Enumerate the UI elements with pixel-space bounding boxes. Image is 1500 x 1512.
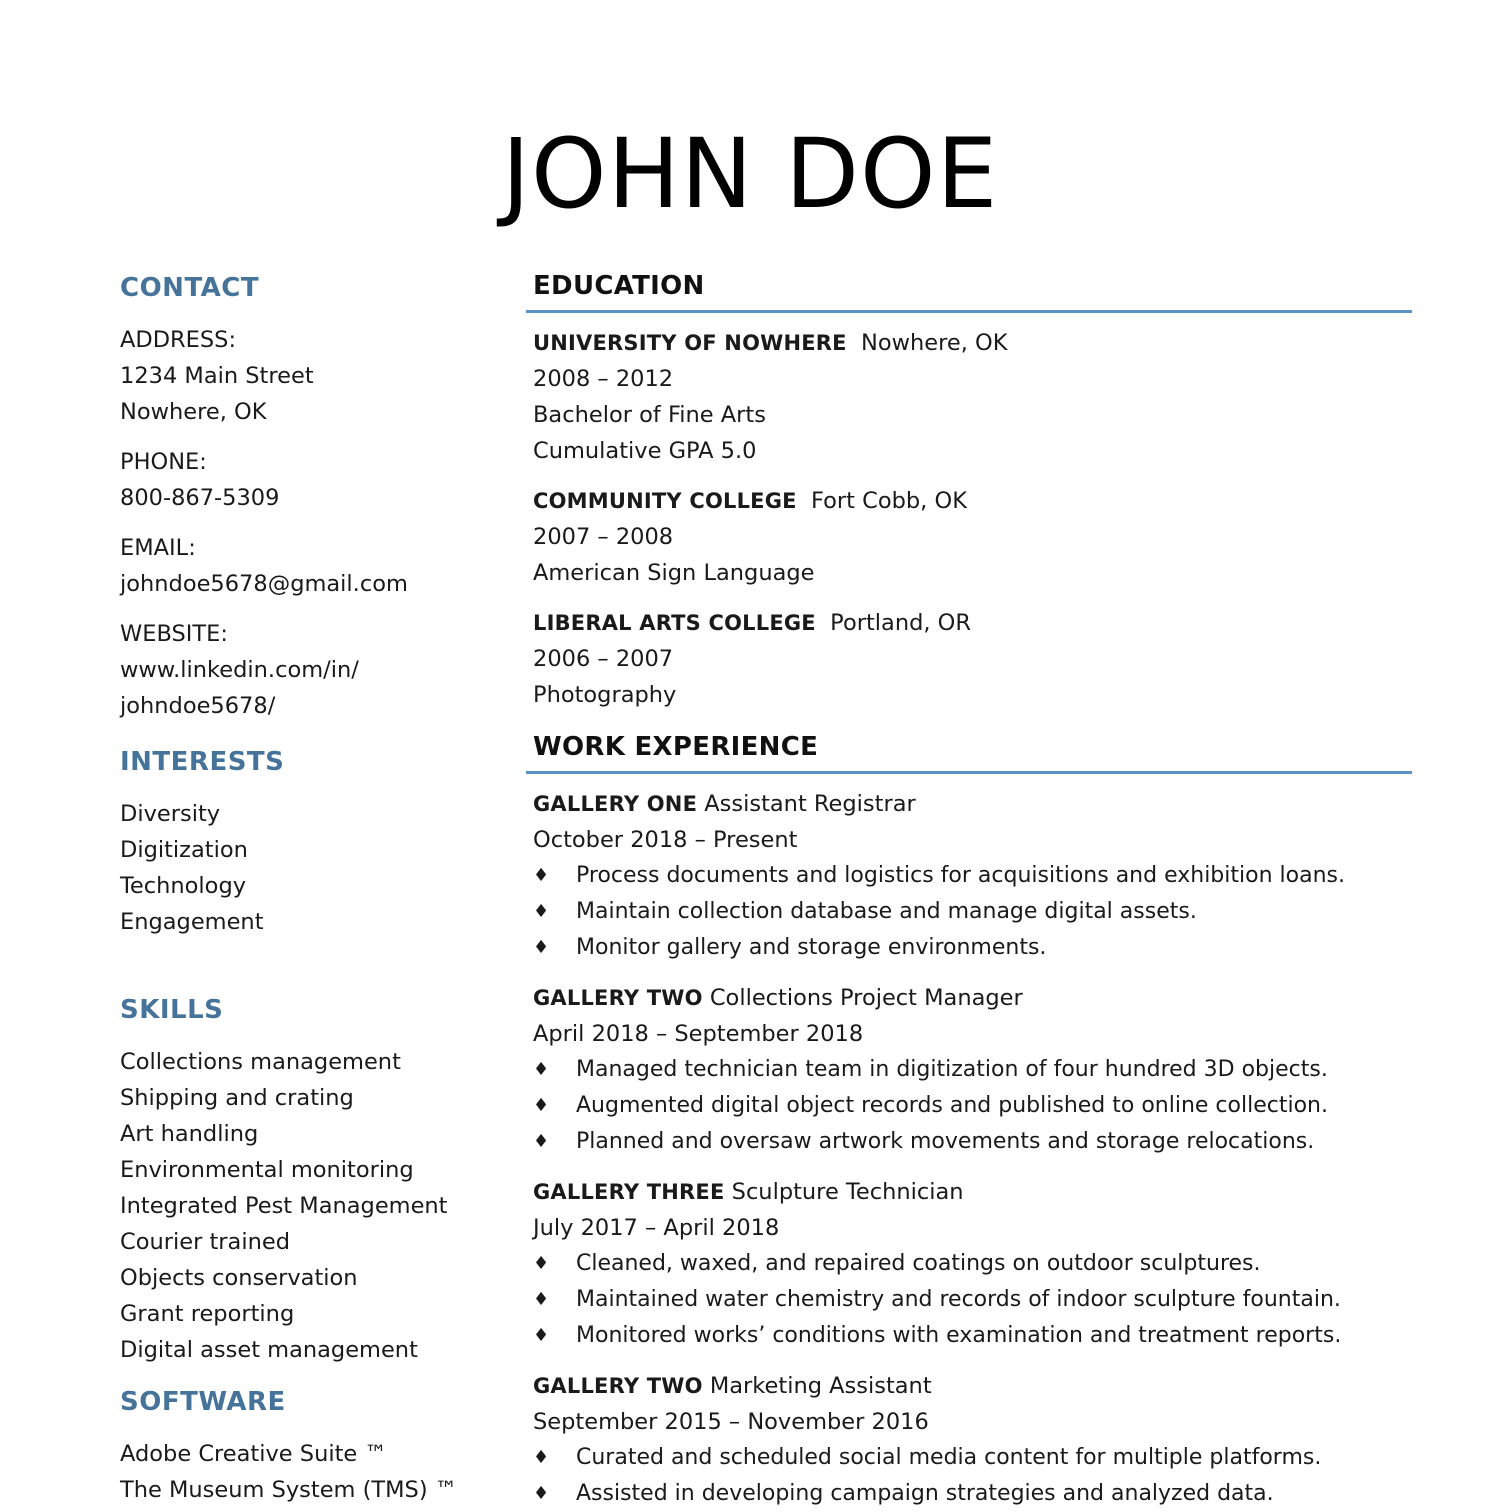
bullet-list [533,858,1412,966]
education-dates: 2007 – 2008 [533,524,674,550]
bullet-item: ♦ Monitor gallery and storage environments. [533,930,1412,966]
diamond-bullet-icon: ♦ [533,1483,550,1504]
diamond-bullet-icon: ♦ [533,937,550,958]
job-title: Collections Project Manager [709,985,1023,1011]
work-entry [526,1368,1412,1512]
bullet-list [533,1440,1412,1512]
diamond-bullet-icon: ♦ [533,865,550,886]
address-line-1: 1234 Main Street [120,363,314,389]
diamond-bullet-icon: ♦ [533,1289,550,1310]
website-block [120,616,500,724]
list-item: Shipping and crating [120,1085,354,1111]
education-detail: Bachelor of Fine Arts [533,402,766,428]
bullet-item: ♦ Cleaned, waxed, and repaired coatings on outdoor sculptures. [533,1246,1412,1282]
list-item: Art handling [120,1121,259,1147]
phone-number: 800-867-5309 [120,485,280,511]
bullet-list [533,1246,1412,1354]
list-item: Adobe Creative Suite ™ [120,1441,387,1467]
software-heading: SOFTWARE [120,1387,286,1417]
list-item: Collections management [120,1049,401,1075]
skills-heading: SKILLS [120,995,224,1025]
bullet-item: ♦ Maintain collection database and manage digital assets. [533,894,1412,930]
email-block [120,530,500,602]
list-item: Digital asset management [120,1337,418,1363]
list-item: Integrated Pest Management [120,1193,448,1219]
education-detail: Cumulative GPA 5.0 [533,438,757,464]
education-detail: American Sign Language [533,560,815,586]
job-dates: April 2018 – September 2018 [533,1021,864,1047]
email-label: EMAIL: [120,535,196,561]
job-title: Marketing Assistant [709,1373,932,1399]
diamond-bullet-icon: ♦ [533,1095,550,1116]
list-item: The Museum System (TMS) ™ [120,1477,458,1503]
work-entry [526,786,1412,966]
job-dates: October 2018 – Present [533,827,798,853]
main-content [526,266,1412,1512]
list-item: Technology [120,873,247,899]
diamond-bullet-icon: ♦ [533,1059,550,1080]
list-item: Environmental monitoring [120,1157,414,1183]
phone-block [120,444,500,516]
school-name: LIBERAL ARTS COLLEGE [533,611,816,635]
education-heading: EDUCATION [526,266,1412,313]
bullet-item: ♦ Augmented digital object records and published to online collection. [533,1088,1412,1124]
job-dates: July 2017 – April 2018 [533,1215,780,1241]
bullet-list [533,1052,1412,1160]
resume-name: JOHN DOE [501,118,999,230]
job-dates: September 2015 – November 2016 [533,1409,929,1435]
diamond-bullet-icon: ♦ [533,1253,550,1274]
diamond-bullet-icon: ♦ [533,1131,550,1152]
website-label: WEBSITE: [120,621,228,647]
bullet-item: ♦ Maintained water chemistry and records of indoor sculpture fountain. [533,1282,1412,1318]
interests-list [120,796,500,940]
school-location: Portland, OR [830,610,972,636]
address-block [120,322,500,430]
work-entry [526,1174,1412,1354]
education-dates: 2006 – 2007 [533,646,674,672]
bullet-item: ♦ Curated and scheduled social media content for multiple platforms. [533,1440,1412,1476]
education-dates: 2008 – 2012 [533,366,674,392]
bullet-item: ♦ Assisted in developing campaign strategies and analyzed data. [533,1476,1412,1512]
address-line-2: Nowhere, OK [120,399,267,425]
website-url-line-1: www.linkedin.com/in/ [120,657,359,683]
email-address: johndoe5678@gmail.com [120,571,408,597]
employer-name: GALLERY TWO [533,1374,703,1398]
list-item: Courier trained [120,1229,290,1255]
skills-list [120,1044,500,1368]
contact-heading: CONTACT [120,273,260,303]
bullet-item: ♦ Process documents and logistics for acquisitions and exhibition loans. [533,858,1412,894]
school-location: Nowhere, OK [861,330,1008,356]
job-title: Sculpture Technician [731,1179,964,1205]
work-entry [526,980,1412,1160]
education-entry [526,605,1412,713]
employer-name: GALLERY THREE [533,1180,725,1204]
diamond-bullet-icon: ♦ [533,901,550,922]
employer-name: GALLERY ONE [533,792,698,816]
interests-heading: INTERESTS [120,747,285,777]
software-list [120,1436,500,1508]
website-url-line-2: johndoe5678/ [120,693,276,719]
education-entry [526,325,1412,469]
job-title: Assistant Registrar [704,791,916,817]
phone-label: PHONE: [120,449,207,475]
list-item: Digitization [120,837,248,863]
bullet-item: ♦ Planned and oversaw artwork movements and storage relocations. [533,1124,1412,1160]
education-detail: Photography [533,682,677,708]
sidebar [120,268,500,1508]
bullet-item: ♦ Managed technician team in digitization of four hundred 3D objects. [533,1052,1412,1088]
diamond-bullet-icon: ♦ [533,1325,550,1346]
bullet-item: ♦ Monitored works’ conditions with examination and treatment reports. [533,1318,1412,1354]
school-name: COMMUNITY COLLEGE [533,489,797,513]
diamond-bullet-icon: ♦ [533,1447,550,1468]
address-label: ADDRESS: [120,327,237,353]
employer-name: GALLERY TWO [533,986,703,1010]
list-item: Objects conservation [120,1265,358,1291]
education-entry [526,483,1412,591]
school-location: Fort Cobb, OK [811,488,967,514]
work-experience-heading: WORK EXPERIENCE [526,727,1412,774]
school-name: UNIVERSITY OF NOWHERE [533,331,847,355]
list-item: Grant reporting [120,1301,295,1327]
list-item: Diversity [120,801,221,827]
list-item: Engagement [120,909,264,935]
